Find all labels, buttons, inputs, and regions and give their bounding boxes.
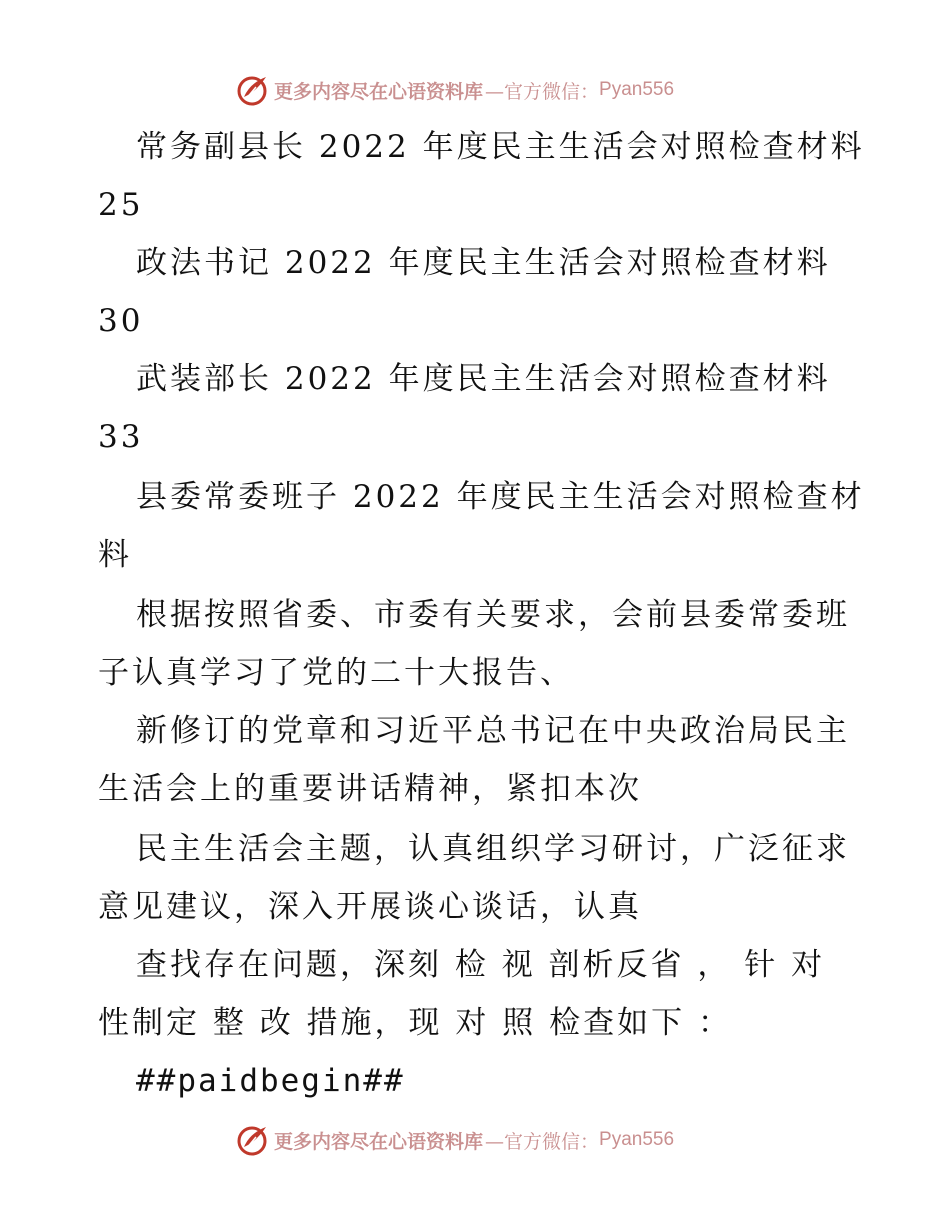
paid-marker: ##paidbegin## <box>136 1063 405 1099</box>
watermark-footer <box>236 1122 674 1158</box>
text-line: 料 <box>98 537 132 573</box>
watermark-text: 更多内容尽在心语资料库 <box>274 80 484 103</box>
text-line: 根据按照省委、市委有关要求，会前县委常委班 <box>136 597 850 633</box>
text-line: 33 <box>98 419 144 455</box>
text-line: 武装部长 2022 年度民主生活会对照检查材料 <box>136 361 831 397</box>
text-line: 性制定 整 改 措施，现 对 照 检查如下 ： <box>98 1005 732 1041</box>
text-line: 民主生活会主题，认真组织学习研讨，广泛征求 <box>136 831 850 867</box>
text-line: 新修订的党章和习近平总书记在中央政治局民主 <box>136 713 850 749</box>
quill-logo-icon <box>236 73 270 107</box>
watermark-wechat-id: Pyan556 <box>599 1129 675 1150</box>
watermark-text: 更多内容尽在心语资料库 <box>274 1130 484 1153</box>
text-line: 政法书记 2022 年度民主生活会对照检查材料 <box>136 245 831 281</box>
text-line: 查找存在问题，深刻 检 视 剖析反省 ， 针 对 <box>136 947 826 983</box>
text-line: 意见建议，深入开展谈心谈话，认真 <box>98 889 642 925</box>
text-line: 县委常委班子 2022 年度民主生活会对照检查材 <box>136 479 865 515</box>
text-line: 25 <box>98 187 144 223</box>
watermark-official-label: —官方微信： <box>485 1130 600 1153</box>
text-line: 子认真学习了党的二十大报告、 <box>98 655 574 691</box>
text-line: 常务副县长 2022 年度民主生活会对照检查材料 <box>136 129 865 165</box>
text-line: 30 <box>98 303 144 339</box>
quill-logo-icon <box>236 1123 270 1157</box>
text-line: 生活会上的重要讲话精神，紧扣本次 <box>98 771 642 807</box>
watermark-header <box>236 72 674 108</box>
watermark-wechat-id: Pyan556 <box>599 79 675 100</box>
watermark-official-label: —官方微信： <box>485 80 600 103</box>
